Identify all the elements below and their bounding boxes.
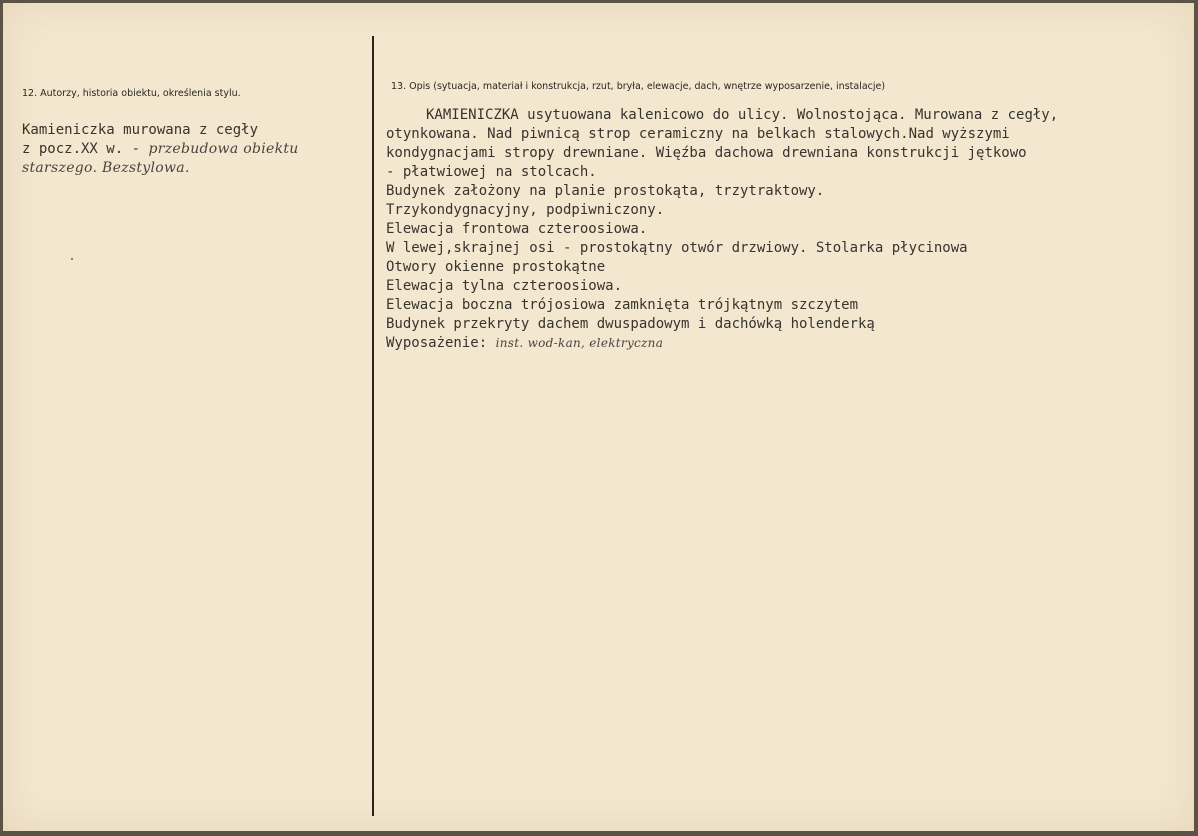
field-13-content: [386, 106, 1058, 353]
equipment-line: [386, 334, 1058, 353]
typed-line-with-handwriting: [22, 140, 299, 159]
typed-fragment: z pocz.XX w. -: [22, 141, 141, 157]
handwritten-line: [22, 159, 299, 178]
description-line: Budynek założony na planie prostokąta, trzytraktowy.: [386, 183, 825, 199]
handwritten-note: przebudowa obiektu: [148, 141, 299, 157]
description-line: kondygnacjami stropy drewniane. Więźba dachowa drewniana konstrukcji jętkowo: [386, 145, 1027, 161]
equipment-label: Wyposażenie:: [386, 335, 488, 351]
field-13-header: 13. Opis (sytuacja, materiał i konstrukcja, rzut, bryła, elewacje, dach, wnętrze wyposarzenie, instalacje): [391, 81, 886, 92]
description-line: otynkowana. Nad piwnicą strop ceramiczny na belkach stalowych.Nad wyższymi: [386, 126, 1010, 142]
typed-line: Kamieniczka murowana z cegły: [22, 122, 259, 138]
handwritten-note: starszego. Bezstylowa.: [22, 160, 190, 176]
description-line: Elewacja tylna czteroosiowa.: [386, 278, 623, 294]
description-line: W lewej,skrajnej osi - prostokątny otwór drzwiowy. Stolarka płycinowa: [386, 240, 968, 256]
description-line: Elewacja boczna trójosiowa zamknięta trójkątnym szczytem: [386, 297, 859, 313]
description-line: Elewacja frontowa czteroosiowa.: [386, 221, 648, 237]
inventory-card: [3, 3, 1194, 831]
paper-speck: [71, 258, 73, 260]
equipment-handwritten: inst. wod-kan, elektryczna: [495, 336, 664, 350]
description-line: Otwory okienne prostokątne: [386, 259, 606, 275]
description-line: - płatwiowej na stolcach.: [386, 164, 597, 180]
description-line: Trzykondygnacyjny, podpiwniczony.: [386, 202, 665, 218]
column-divider: [372, 36, 374, 816]
description-line: KAMIENICZKA usytuowana kalenicowo do ulicy. Wolnostojąca. Murowana z cegły,: [426, 107, 1059, 123]
field-12-header: 12. Autorzy, historia obiektu, określenia stylu.: [22, 88, 241, 99]
description-line: Budynek przekryty dachem dwuspadowym i dachówką holenderką: [386, 316, 875, 332]
field-12-content: [22, 121, 299, 178]
